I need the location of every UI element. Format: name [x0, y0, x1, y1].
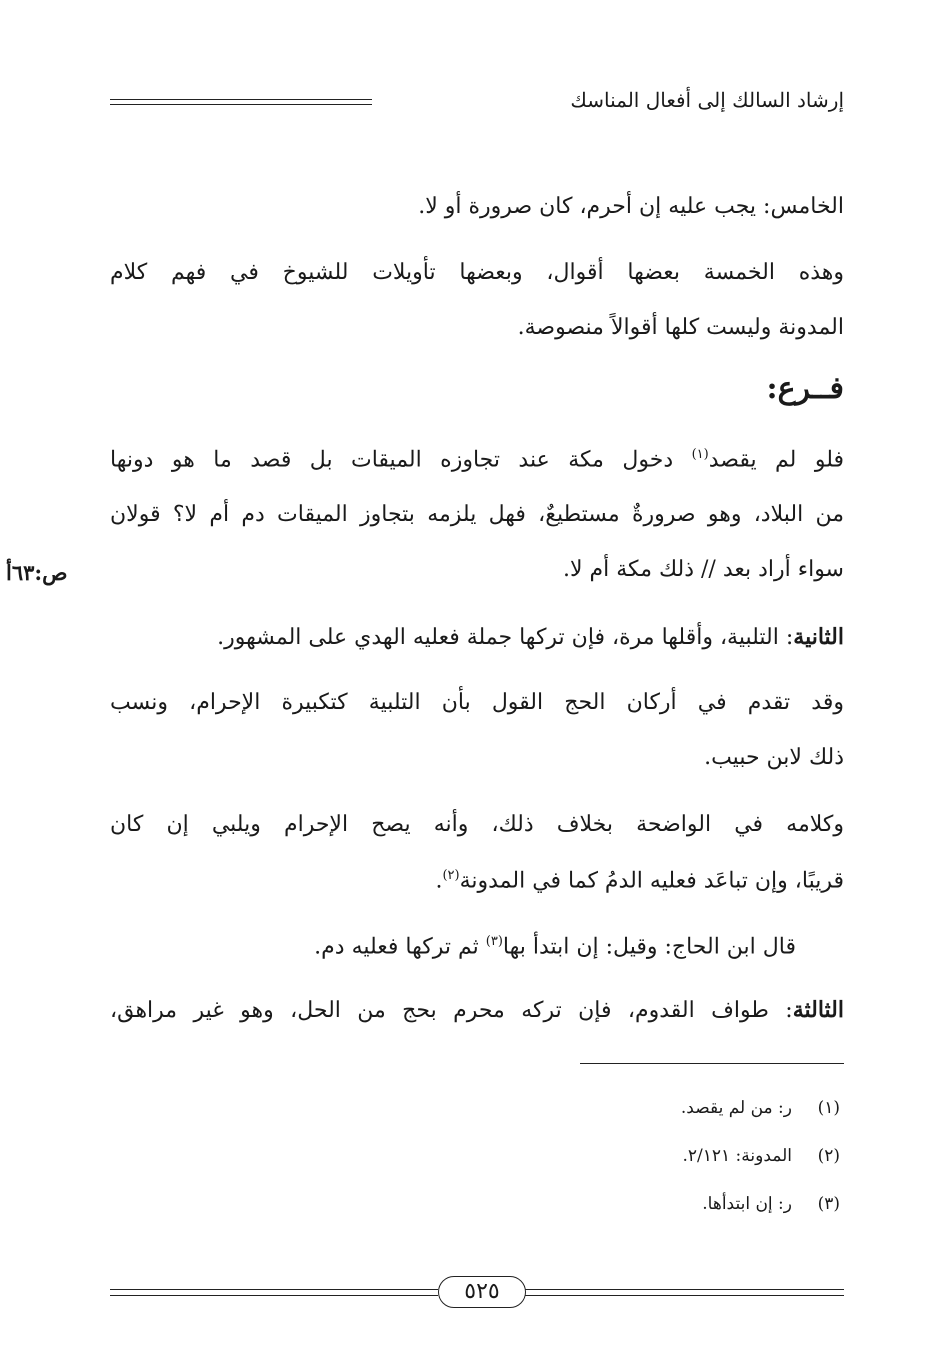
- body-line-13: الثالثة: طواف القدوم، فإن تركه محرم بحج من الحل، وهو غير مراهق،: [110, 997, 844, 1023]
- footnote-rule: [580, 1063, 844, 1064]
- body-line-12: قال ابن الحاج: وقيل: إن ابتدأ بها$^{(٣)}$ ثم تركها فعليه دم.: [314, 934, 796, 960]
- body-line-2: وهذه الخمسة بعضها أقوال، وبعضها تأويلات للشيوخ في فهم كلام: [110, 260, 844, 285]
- body-line-8: وقد تقدم في أركان الحج القول بأن التلبية كتكبيرة الإحرام، ونسب: [110, 690, 844, 715]
- footnote-1: (١)ر: من لم يقصد.: [680, 1098, 840, 1118]
- footnote-3: (٣)ر: إن ابتدأها.: [702, 1194, 840, 1214]
- item-lead: الثالثة: [792, 997, 844, 1023]
- body-line-1: الخامس: يجب عليه إن أحرم، كان صرورة أو لا.: [418, 194, 844, 219]
- body-line-5: من البلاد، وهو صرورةٌ مستطيعٌ، فهل يلزمه بتجاوز الميقات دم أم لا؟ قولان: [110, 502, 844, 527]
- footer-rule-right: [524, 1289, 844, 1296]
- body-line-3: المدونة وليست كلها أقوالاً منصوصة.: [517, 315, 844, 340]
- body-line-6: سواء أراد بعد // ذلك مكة أم لا.: [562, 557, 844, 582]
- footnote-ref-2: (٢): [442, 868, 460, 883]
- body-line-4: فلو لم يقصد$^{(١)}$ دخول مكة عند تجاوزه الميقات بل قصد ما هو دونها: [110, 447, 845, 473]
- footnote-ref-1: (١): [691, 447, 709, 462]
- margin-manuscript-note: ص:٦٣أ: [6, 560, 68, 585]
- footnote-2: (٢)المدونة: ٢/١٢١.: [682, 1146, 840, 1166]
- running-header-title: إرشاد السالك إلى أفعال المناسك: [570, 88, 844, 112]
- body-line-11: قريبًا، وإن تباعَد فعليه الدمُ كما في المدونة$^{(٢)}$.: [435, 868, 844, 894]
- page-number: ٥٢٥: [438, 1276, 526, 1308]
- body-line-7: الثانية: التلبية، وأقلها مرة، فإن تركها جملة فعليه الهدي على المشهور.: [217, 624, 844, 650]
- section-heading: فــرع:: [766, 371, 844, 406]
- footer-rule-left: [110, 1289, 438, 1296]
- header-rule: [110, 99, 372, 105]
- footnote-ref-3: (٣): [485, 934, 503, 949]
- body-line-9: ذلك لابن حبيب.: [704, 745, 844, 770]
- body-line-10: وكلامه في الواضحة بخلاف ذلك، وأنه يصح الإحرام ويلبي إن كان: [110, 812, 844, 837]
- item-lead: الثانية: [793, 624, 844, 650]
